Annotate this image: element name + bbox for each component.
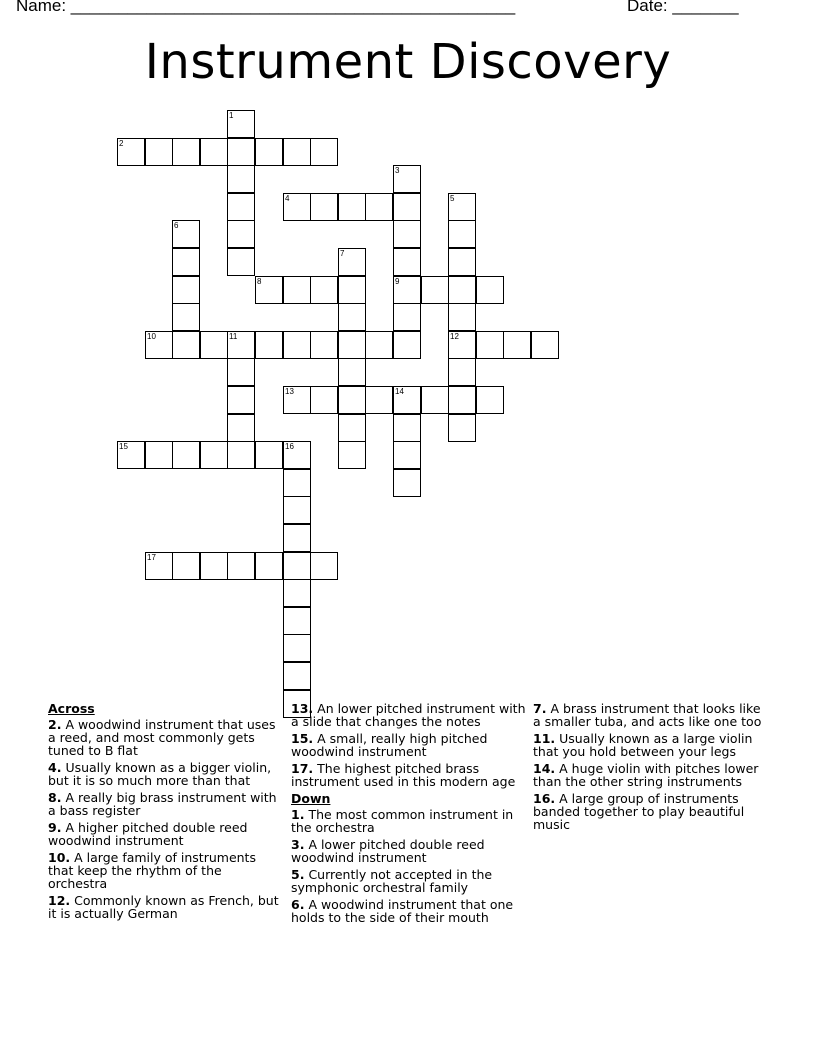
grid-cell[interactable] bbox=[310, 386, 338, 414]
grid-cell[interactable] bbox=[448, 358, 476, 386]
clue-number: 16 bbox=[285, 442, 294, 451]
clue-number: 7 bbox=[340, 249, 345, 258]
grid-cell[interactable] bbox=[283, 662, 311, 690]
grid-cell[interactable] bbox=[172, 331, 200, 359]
grid-cell[interactable] bbox=[338, 331, 366, 359]
grid-cell[interactable] bbox=[338, 414, 366, 442]
clue-across-13: 13. An lower pitched instrument with a slide that changes the notes bbox=[291, 701, 526, 729]
grid-cell[interactable] bbox=[117, 441, 145, 469]
grid-cell[interactable] bbox=[283, 331, 311, 359]
clue-down-5: 5. Currently not accepted in the symphonic orchestral family bbox=[291, 867, 493, 895]
grid-cell[interactable] bbox=[283, 193, 311, 221]
clue-number: 15 bbox=[119, 442, 128, 451]
clue-down-14: 14. A huge violin with pitches lower than the other string instruments bbox=[533, 761, 759, 789]
grid-cell[interactable] bbox=[338, 193, 366, 221]
grid-cell[interactable] bbox=[145, 331, 173, 359]
clue-across-17: 17. The highest pitched brass instrument used in this modern age bbox=[291, 761, 516, 789]
grid-cell[interactable] bbox=[283, 386, 311, 414]
clue-number: 8 bbox=[257, 277, 262, 286]
grid-cell[interactable] bbox=[255, 331, 283, 359]
grid-cell[interactable] bbox=[393, 469, 421, 497]
grid-cell[interactable] bbox=[200, 331, 228, 359]
grid-cell[interactable] bbox=[448, 331, 476, 359]
grid-cell[interactable] bbox=[338, 276, 366, 304]
grid-cell[interactable] bbox=[227, 441, 255, 469]
grid-cell[interactable] bbox=[283, 607, 311, 635]
grid-cell[interactable] bbox=[255, 276, 283, 304]
grid-cell[interactable] bbox=[172, 552, 200, 580]
clue-across-2: 2. A woodwind instrument that uses a reed, and most commonly gets tuned to B flat bbox=[48, 717, 276, 758]
grid-cell[interactable] bbox=[393, 386, 421, 414]
clue-across-9: 9. A higher pitched double reed woodwind instrument bbox=[48, 820, 248, 848]
grid-cell[interactable] bbox=[476, 386, 504, 414]
grid-cell[interactable] bbox=[117, 138, 145, 166]
grid-cell[interactable] bbox=[393, 303, 421, 331]
grid-cell[interactable] bbox=[283, 552, 311, 580]
clue-number: 2 bbox=[119, 139, 124, 148]
grid-cell[interactable] bbox=[310, 276, 338, 304]
grid-cell[interactable] bbox=[448, 414, 476, 442]
clue-down-16: 16. A large group of instruments banded together to play beautiful music bbox=[533, 791, 745, 832]
clue-down-1: 1. The most common instrument in the orchestra bbox=[291, 807, 514, 835]
clues-column-3 bbox=[533, 702, 769, 835]
grid-cell[interactable] bbox=[227, 193, 255, 221]
clue-number: 1 bbox=[229, 111, 234, 120]
grid-cell[interactable] bbox=[227, 138, 255, 166]
grid-cell[interactable] bbox=[200, 552, 228, 580]
grid-cell[interactable] bbox=[421, 276, 449, 304]
grid-cell[interactable] bbox=[310, 331, 338, 359]
grid-cell[interactable] bbox=[310, 552, 338, 580]
grid-cell[interactable] bbox=[365, 386, 393, 414]
grid-cell[interactable] bbox=[531, 331, 559, 359]
grid-cell[interactable] bbox=[338, 303, 366, 331]
page-title: Instrument Discovery bbox=[144, 34, 672, 90]
grid-cell[interactable] bbox=[448, 276, 476, 304]
down-heading: Down bbox=[291, 791, 331, 806]
grid-cell[interactable] bbox=[283, 634, 311, 662]
clue-down-3: 3. A lower pitched double reed woodwind instrument bbox=[291, 837, 485, 865]
grid-cell[interactable] bbox=[172, 276, 200, 304]
grid-cell[interactable] bbox=[172, 248, 200, 276]
clue-down-7: 7. A brass instrument that looks like a smaller tuba, and acts like one too bbox=[533, 701, 762, 729]
grid-cell[interactable] bbox=[227, 220, 255, 248]
grid-cell[interactable] bbox=[145, 441, 173, 469]
grid-cell[interactable] bbox=[476, 331, 504, 359]
grid-cell[interactable] bbox=[476, 276, 504, 304]
grid-cell[interactable] bbox=[283, 441, 311, 469]
grid-cell[interactable] bbox=[255, 441, 283, 469]
grid-cell[interactable] bbox=[227, 248, 255, 276]
clue-number: 3 bbox=[395, 166, 400, 175]
clue-number: 12 bbox=[450, 332, 459, 341]
date-field-label: Date: _______ bbox=[627, 0, 739, 15]
grid-cell[interactable] bbox=[283, 276, 311, 304]
grid-cell[interactable] bbox=[448, 303, 476, 331]
across-heading: Across bbox=[48, 701, 95, 716]
grid-cell[interactable] bbox=[172, 138, 200, 166]
grid-cell[interactable] bbox=[393, 193, 421, 221]
clue-across-4: 4. Usually known as a bigger violin, but it is so much more than that bbox=[48, 760, 272, 788]
grid-cell[interactable] bbox=[227, 331, 255, 359]
clue-number: 9 bbox=[395, 277, 400, 286]
grid-cell[interactable] bbox=[338, 386, 366, 414]
clue-number: 10 bbox=[147, 332, 156, 341]
grid-cell[interactable] bbox=[393, 248, 421, 276]
clue-down-11: 11. Usually known as a large violin that you hold between your legs bbox=[533, 731, 753, 759]
grid-cell[interactable] bbox=[227, 414, 255, 442]
grid-cell[interactable] bbox=[310, 193, 338, 221]
clue-across-12: 12. Commonly known as French, but it is actually German bbox=[48, 893, 279, 921]
grid-cell[interactable] bbox=[200, 441, 228, 469]
grid-cell[interactable] bbox=[283, 524, 311, 552]
clue-number: 17 bbox=[147, 553, 156, 562]
clue-number: 6 bbox=[174, 221, 179, 230]
grid-cell[interactable] bbox=[448, 386, 476, 414]
grid-cell[interactable] bbox=[393, 276, 421, 304]
grid-cell[interactable] bbox=[448, 220, 476, 248]
clue-across-10: 10. A large family of instruments that keep the rhythm of the orchestra bbox=[48, 850, 256, 891]
grid-cell[interactable] bbox=[338, 358, 366, 386]
grid-cell[interactable] bbox=[145, 552, 173, 580]
grid-cell[interactable] bbox=[283, 138, 311, 166]
grid-cell[interactable] bbox=[393, 331, 421, 359]
grid-cell[interactable] bbox=[393, 165, 421, 193]
clue-number: 13 bbox=[285, 387, 294, 396]
clue-across-15: 15. A small, really high pitched woodwind instrument bbox=[291, 731, 488, 759]
grid-cell[interactable] bbox=[172, 441, 200, 469]
clues-column-2 bbox=[291, 702, 527, 928]
clues-column-1 bbox=[48, 702, 284, 924]
grid-cell[interactable] bbox=[448, 193, 476, 221]
grid-cell[interactable] bbox=[365, 331, 393, 359]
clue-down-6: 6. A woodwind instrument that one holds to the side of their mouth bbox=[291, 897, 514, 925]
clue-number: 5 bbox=[450, 194, 455, 203]
grid-cell[interactable] bbox=[283, 496, 311, 524]
grid-cell[interactable] bbox=[421, 386, 449, 414]
name-field-label: Name: _______________________________________________ bbox=[16, 0, 516, 15]
grid-cell[interactable] bbox=[200, 138, 228, 166]
grid-cell[interactable] bbox=[227, 110, 255, 138]
grid-cell[interactable] bbox=[503, 331, 531, 359]
grid-cell[interactable] bbox=[145, 138, 173, 166]
grid-cell[interactable] bbox=[227, 386, 255, 414]
grid-cell[interactable] bbox=[255, 138, 283, 166]
grid-cell[interactable] bbox=[255, 552, 283, 580]
grid-cell[interactable] bbox=[393, 220, 421, 248]
clue-across-8: 8. A really big brass instrument with a bass register bbox=[48, 790, 277, 818]
clue-number: 4 bbox=[285, 194, 290, 203]
grid-cell[interactable] bbox=[393, 414, 421, 442]
grid-cell[interactable] bbox=[283, 579, 311, 607]
grid-cell[interactable] bbox=[227, 165, 255, 193]
clue-number: 11 bbox=[229, 332, 238, 341]
grid-cell[interactable] bbox=[365, 193, 393, 221]
grid-cell[interactable] bbox=[393, 441, 421, 469]
grid-cell[interactable] bbox=[310, 138, 338, 166]
clue-number: 14 bbox=[395, 387, 404, 396]
grid-cell[interactable] bbox=[448, 248, 476, 276]
grid-cell[interactable] bbox=[338, 248, 366, 276]
grid-cell[interactable] bbox=[172, 303, 200, 331]
grid-cell[interactable] bbox=[172, 220, 200, 248]
grid-cell[interactable] bbox=[338, 441, 366, 469]
grid-cell[interactable] bbox=[227, 552, 255, 580]
grid-cell[interactable] bbox=[227, 358, 255, 386]
grid-cell[interactable] bbox=[283, 469, 311, 497]
